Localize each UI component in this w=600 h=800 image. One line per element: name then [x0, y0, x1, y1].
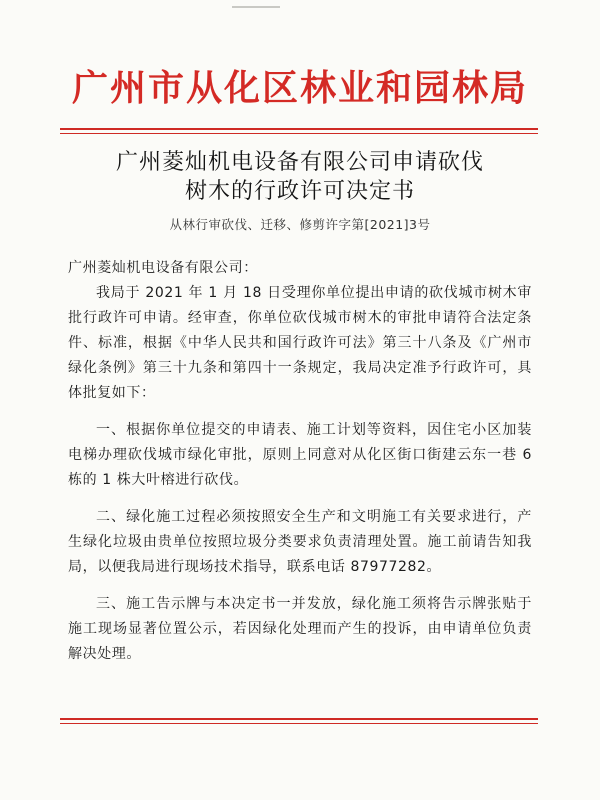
salutation: 广州菱灿机电设备有限公司：: [68, 260, 258, 276]
document-title-line-2: 树木的行政许可决定书: [184, 179, 415, 204]
body-paragraph-item-3: 三、施工告示牌与本决定书一并发放，绿化施工须将告示牌张贴于施工现场显著位置公示，若因绿化处理而产生的投诉，由申请单位负责解决处理。: [68, 596, 532, 662]
scan-artifact: [232, 6, 280, 8]
body-paragraph-item-1: 一、根据你单位提交的申请表、施工计划等资料，因住宅小区加装电梯办理砍伐城市绿化审批，原则上同意对从化区街口街建云东一巷 6 栋的 1 株大叶榕进行砍伐。: [68, 422, 532, 488]
footer-red-rule-thin: [60, 723, 538, 724]
header-red-rule: [60, 128, 538, 130]
body-paragraph-intro: 我局于 2021 年 1 月 18 日受理你单位提出申请的砍伐城市树木审批行政许可申请。经审查，你单位砍伐城市树木的审批申请符合法定条件、标准，根据《中华人民共和国行政许可法》第三十八条及《广州市绿化条例》第三十九条和第四十一条规定，我局决定准予行政许可，具体批复如下：: [68, 285, 532, 401]
document-number: 从林行审砍伐、迁移、修剪许字第[2021]3号: [169, 217, 431, 232]
agency-header: 广州市从化区林业和园林局: [71, 67, 528, 109]
document-title: [0, 148, 600, 206]
document-title-line-1: 广州菱灿机电设备有限公司申请砍伐: [115, 150, 484, 175]
document-body: [68, 256, 532, 679]
body-paragraph-item-2: 二、绿化施工过程必须按照安全生产和文明施工有关要求进行，产生绿化垃圾由贵单位按照垃圾分类要求负责清理处置。施工前请告知我局，以便我局进行现场技术指导，联系电话 87977282。: [68, 509, 532, 575]
header-red-rule-thin: [60, 133, 538, 134]
footer-red-rule: [60, 718, 538, 720]
